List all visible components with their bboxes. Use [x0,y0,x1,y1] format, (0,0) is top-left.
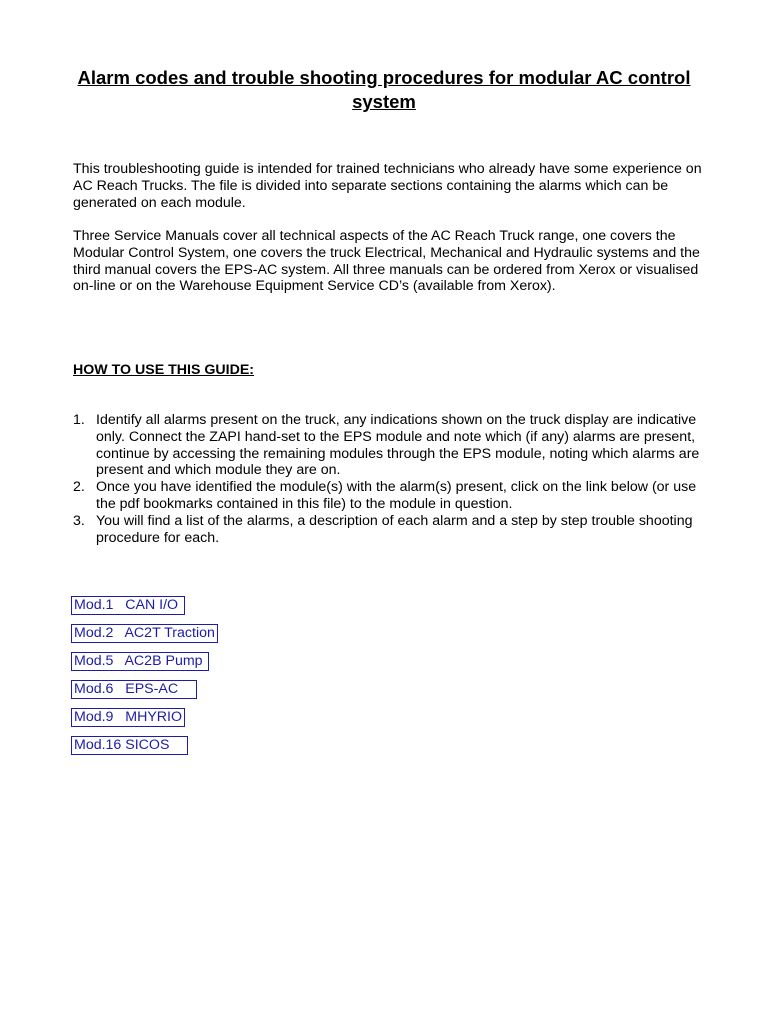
step-text: Identify all alarms present on the truck, any indications shown on the truck display are indicative only. Connect the ZAPI hand-set to the EPS module and note which (if any) alarms are present, continue by accessing the remaining modules through the EPS module, noting which alarms are present and which module they are on. [96,412,700,479]
document-title: Alarm codes and trouble shooting procedures for modular AC control system [77,67,691,112]
step-text: You will find a list of the alarms, a description of each alarm and a step by step trouble shooting procedure for each. [96,512,693,546]
intro-paragraph-1: This troubleshooting guide is intended for trained technicians who already have some experience on AC Reach Trucks. The file is divided into separate sections containing the alarms which can be generated on each module. [73,161,702,211]
guide-step [73,479,713,513]
guide-step [73,513,713,547]
module-link-eps-ac[interactable]: Mod.6 EPS-AC [71,680,197,699]
step-number: 2. [73,479,85,496]
step-text: Once you have identified the module(s) with the alarm(s) present, click on the link below (or use the pdf bookmarks contained in this file) to the module in question. [96,479,697,512]
module-link-sicos[interactable]: Mod.16 SICOS [71,736,188,755]
module-link-can-io[interactable]: Mod.1 CAN I/O [71,596,185,615]
module-link-ac2b-pump[interactable]: Mod.5 AC2B Pump [71,652,209,671]
step-number: 1. [73,412,85,428]
guide-heading: HOW TO USE THIS GUIDE: [73,362,255,378]
guide-step [73,412,713,479]
step-number: 3. [73,512,85,529]
module-link-mhyrio[interactable]: Mod.9 MHYRIO [71,708,185,727]
guide-steps-list [73,412,713,546]
intro-paragraph-2: Three Service Manuals cover all technical aspects of the AC Reach Truck range, one covers the Modular Control System, one covers the truck Electrical, Mechanical and Hydraulic systems and the third manual covers the EPS-AC system. All three manuals can be ordered from Xerox or visualised on-line or on the Warehouse Equipment Service CD’s (available from Xerox). [73,228,700,295]
module-link-ac2t-traction[interactable]: Mod.2 AC2T Traction [71,624,218,643]
